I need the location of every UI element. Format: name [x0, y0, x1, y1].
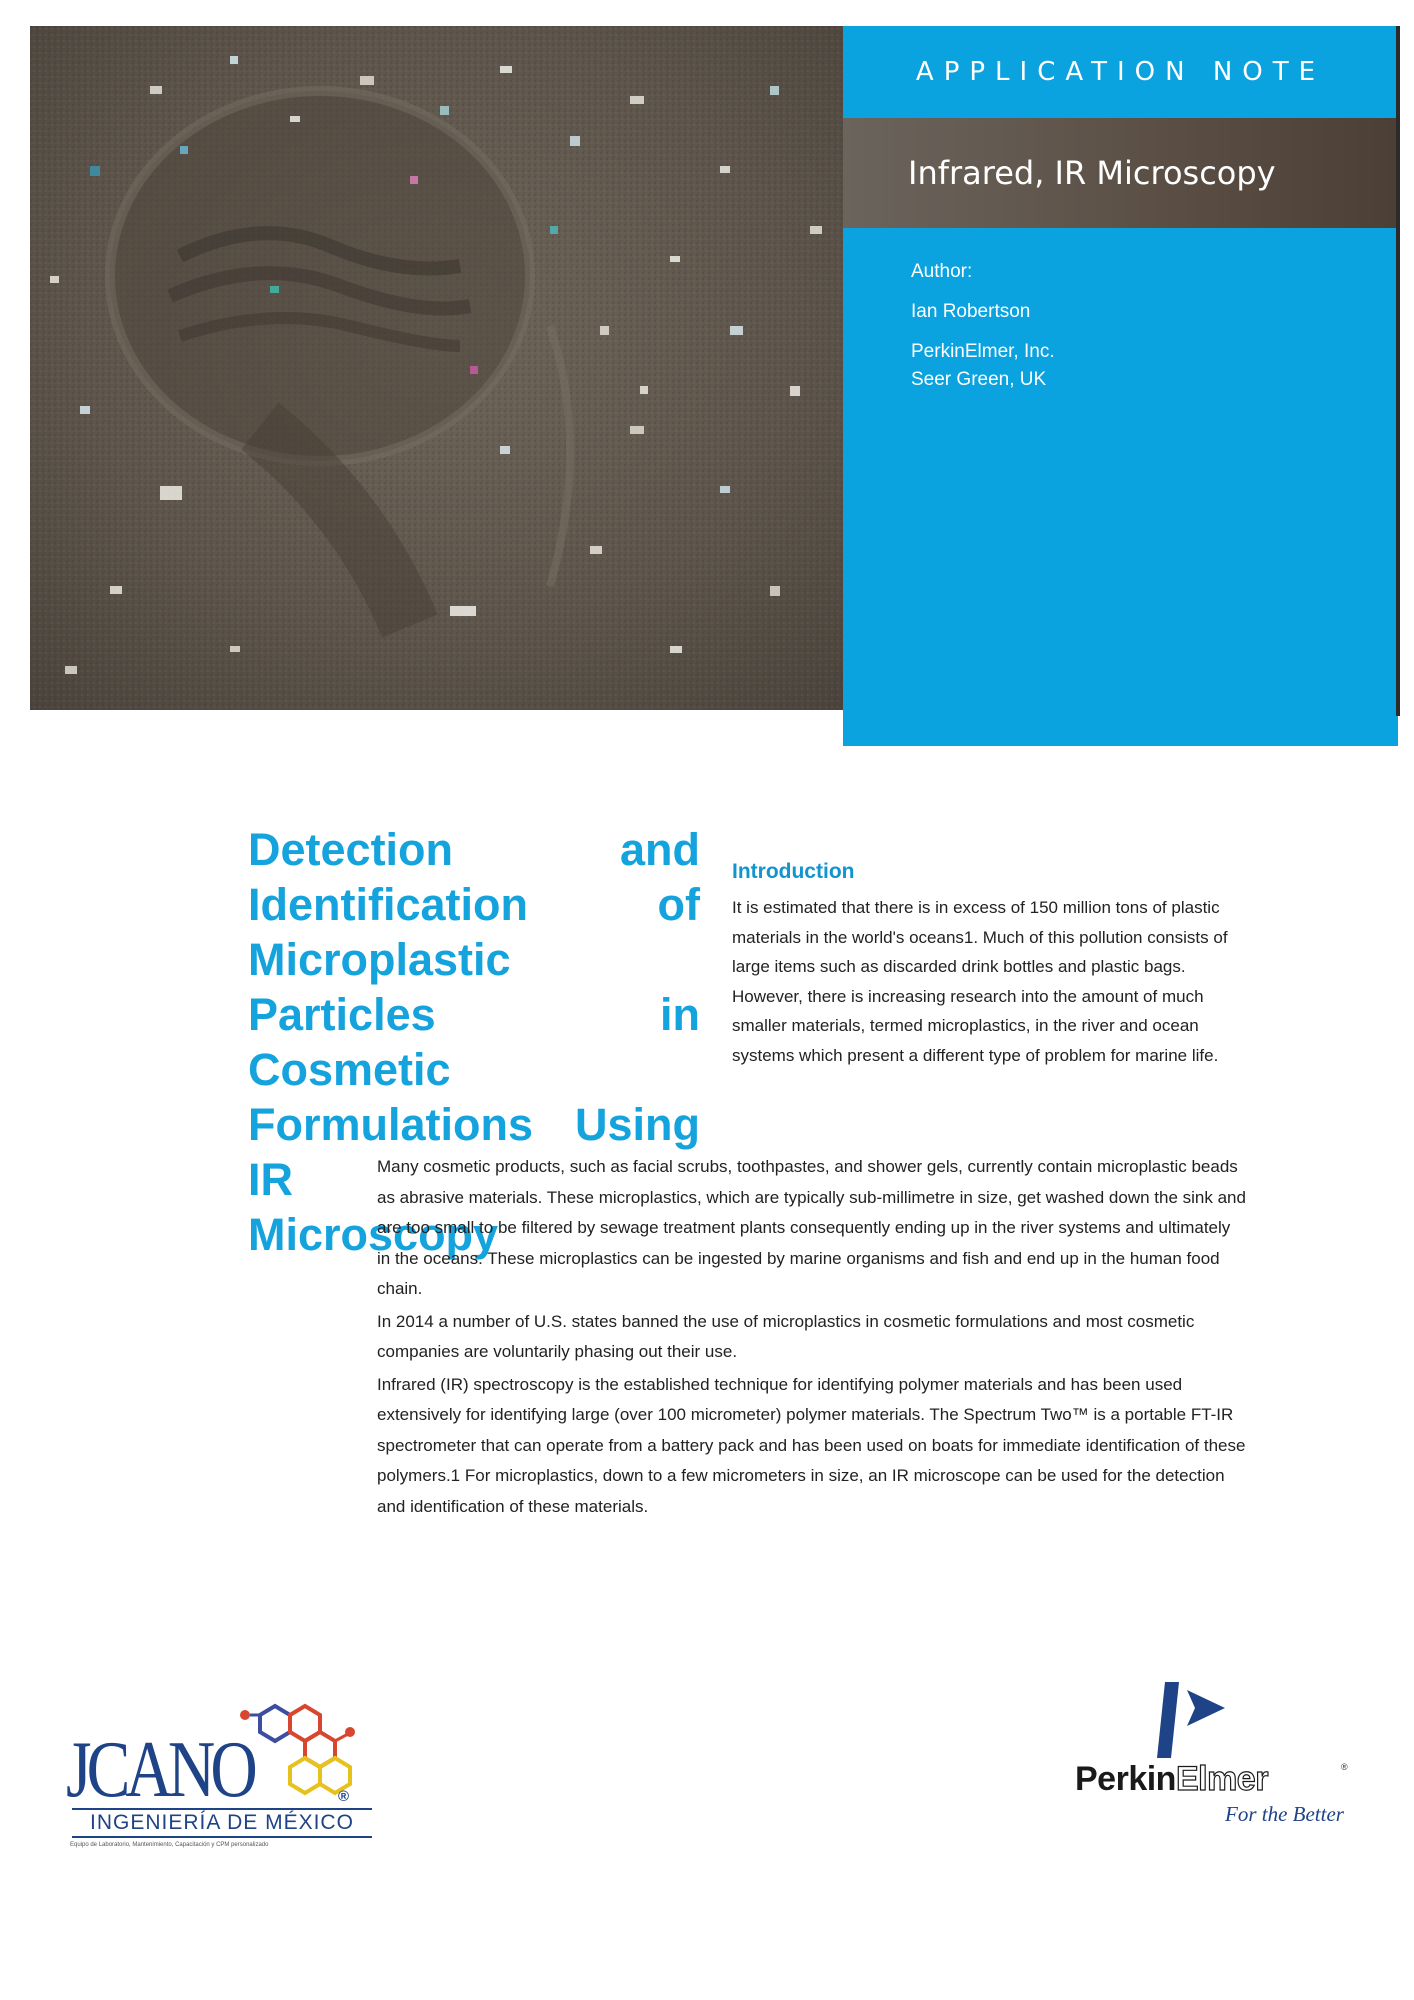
hero-photo-sand-microplastics [30, 26, 846, 710]
body-paragraph-1: Many cosmetic products, such as facial scrubs, toothpastes, and shower gels, currently contain microplastic beads as abrasive materials. These microplastics, which are typically sub-millimetre in size, get washed down the sink and are too small to be filtered by sewage treatment plants consequently ending up in the river systems and ultimately in the oceans. These microplastics can be ingested by marine organisms and fish and end up in the human food chain. [377, 1157, 1246, 1298]
perkinelmer-mark-icon [1135, 1680, 1245, 1760]
introduction-paragraph: It is estimated that there is in excess of 150 million tons of plastic materials in the world's oceans1. Much of this pollution consists of large items such as discarded drink bottles and plastic bags. However, there is increasing research into the amount of much smaller materials, termed microplastics, in the river and ocean systems which present a different type of problem for marine life. [732, 898, 1228, 1065]
perkinelmer-wordmark-elmer: Elmer [1175, 1760, 1268, 1798]
jcano-logo [62, 1690, 382, 1860]
molecule-icon [240, 1690, 360, 1800]
category-label: Infrared, IR Microscopy [908, 154, 1276, 192]
document-title-last-line: Microscopy [248, 1209, 499, 1260]
jcano-registered-mark: ® [338, 1788, 350, 1805]
perkinelmer-tagline: For the Better [1225, 1802, 1344, 1826]
jcano-tagline: Equipo de Laboratorio, Mantenimiento, Capacitación y CPM personalizado [70, 1842, 269, 1848]
document-title-main: Detection and Identification of Microplastic Particles in Cosmetic Formulations Using IR [248, 824, 700, 1205]
jcano-subtitle: INGENIERÍA DE MÉXICO [72, 1808, 372, 1838]
body-paragraph-2: In 2014 a number of U.S. states banned the use of microplastics in cosmetic formulations and most cosmetic companies are voluntarily phasing out their use. [377, 1311, 1195, 1361]
category-banner [843, 118, 1398, 228]
author-location: Seer Green, UK [911, 369, 1047, 390]
body-text [377, 1152, 1247, 1524]
perkinelmer-logo [1075, 1680, 1355, 1830]
author-name: Ian Robertson [911, 301, 1031, 322]
author-label: Author: [911, 261, 973, 282]
application-note-banner [843, 26, 1398, 118]
author-company: PerkinElmer, Inc. [911, 341, 1055, 362]
sand-footprint-image [30, 26, 846, 710]
perkinelmer-wordmark [1075, 1760, 1268, 1799]
jcano-wordmark: JCANO [66, 1726, 253, 1814]
perkinelmer-trademark: ® [1341, 1762, 1348, 1772]
panel-edge-divider [1396, 26, 1400, 716]
application-note-label: APPLICATION NOTE [915, 57, 1326, 87]
introduction-heading: Introduction [732, 860, 855, 883]
author-panel [843, 228, 1398, 746]
perkinelmer-wordmark-perkin: Perkin [1075, 1760, 1176, 1798]
body-paragraph-3: Infrared (IR) spectroscopy is the established technique for identifying polymer materials and has been used extensively for identifying large (over 100 micrometer) polymer materials. The Spectrum Two™ is a portable FT-IR spectrometer that can operate from a battery pack and has been used on boats for immediate identification of these polymers.1 For microplastics, down to a few micrometers in size, an IR microscope can be used for the detection and identification of these materials. [377, 1374, 1246, 1516]
